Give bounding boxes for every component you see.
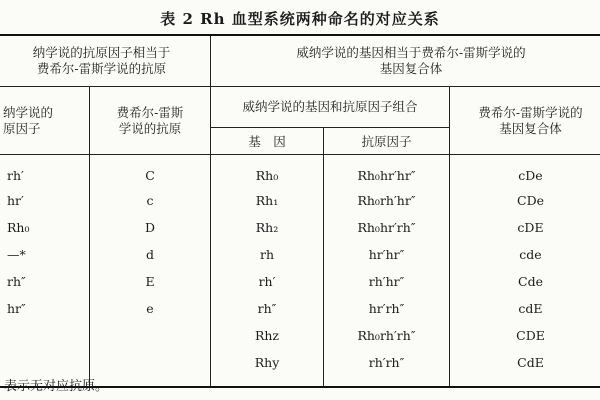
cell-complex: cDE — [450, 214, 600, 241]
cell-gene: Rh₁ — [211, 187, 324, 214]
cell-fisher-antigen: d — [90, 241, 211, 268]
header-fisher-complex: 费希尔-雷斯学说的 基因复合体 — [450, 87, 600, 155]
cell-complex: Cde — [450, 268, 600, 295]
cell-complex: cdE — [450, 295, 600, 322]
header-combo: 威纳学说的基因和抗原因子组合 — [211, 87, 450, 128]
table-row — [0, 241, 600, 268]
cell-wiener-factor: hr″ — [0, 295, 90, 322]
cell-complex: cde — [450, 241, 600, 268]
table-row — [0, 155, 600, 188]
cell-complex: CDe — [450, 187, 600, 214]
table-row — [0, 187, 600, 214]
cell-fisher-antigen: e — [90, 295, 211, 322]
cell-fisher-antigen: D — [90, 214, 211, 241]
cell-factor: Rh₀hr′hr″ — [324, 155, 450, 188]
cell-factor: Rh₀rh′rh″ — [324, 322, 450, 349]
cell-factor: hr′rh″ — [324, 295, 450, 322]
table-row — [0, 322, 600, 349]
table-row — [0, 214, 600, 241]
rh-correspondence-table — [0, 34, 600, 388]
cell-complex: cDe — [450, 155, 600, 188]
cell-complex: CDE — [450, 322, 600, 349]
cell-gene: Rhy — [211, 349, 324, 387]
cell-gene: rh — [211, 241, 324, 268]
table-row — [0, 268, 600, 295]
cell-fisher-antigen: E — [90, 268, 211, 295]
cell-complex: CdE — [450, 349, 600, 387]
cell-wiener-factor: hr′ — [0, 187, 90, 214]
table-row — [0, 295, 600, 322]
cell-gene: rh′ — [211, 268, 324, 295]
cell-gene: Rh₂ — [211, 214, 324, 241]
cell-wiener-factor: Rh₀ — [0, 214, 90, 241]
cell-wiener-factor: rh″ — [0, 268, 90, 295]
cell-factor: rh′rh″ — [324, 349, 450, 387]
cell-wiener-factor — [0, 322, 90, 349]
cell-factor: Rh₀rh′hr″ — [324, 187, 450, 214]
cell-gene: rh″ — [211, 295, 324, 322]
cell-wiener-factor: —* — [0, 241, 90, 268]
cell-gene: Rhz — [211, 322, 324, 349]
header-gene: 基 因 — [211, 128, 324, 155]
cell-gene: Rh₀ — [211, 155, 324, 188]
footnote: 表示无对应抗原。 — [4, 379, 109, 394]
cell-fisher-antigen: c — [90, 187, 211, 214]
cell-factor: Rh₀hr′rh″ — [324, 214, 450, 241]
cell-wiener-factor: rh′ — [0, 155, 90, 188]
header-factor: 抗原因子 — [324, 128, 450, 155]
table-title: 表 2 Rh 血型系统两种命名的对应关系 — [160, 10, 440, 28]
header-wiener-factor: 纳学说的 原因子 — [0, 87, 90, 155]
cell-fisher-antigen — [90, 322, 211, 349]
cell-factor: hr′hr″ — [324, 241, 450, 268]
header-group-right: 威纳学说的基因相当于费希尔-雷斯学说的 基因复合体 — [211, 35, 600, 87]
header-group-left: 纳学说的抗原因子相当于 费希尔-雷斯学说的抗原 — [0, 35, 211, 87]
cell-fisher-antigen: C — [90, 155, 211, 188]
cell-factor: rh′hr″ — [324, 268, 450, 295]
header-fisher-antigen: 费希尔-雷斯 学说的抗原 — [90, 87, 211, 155]
